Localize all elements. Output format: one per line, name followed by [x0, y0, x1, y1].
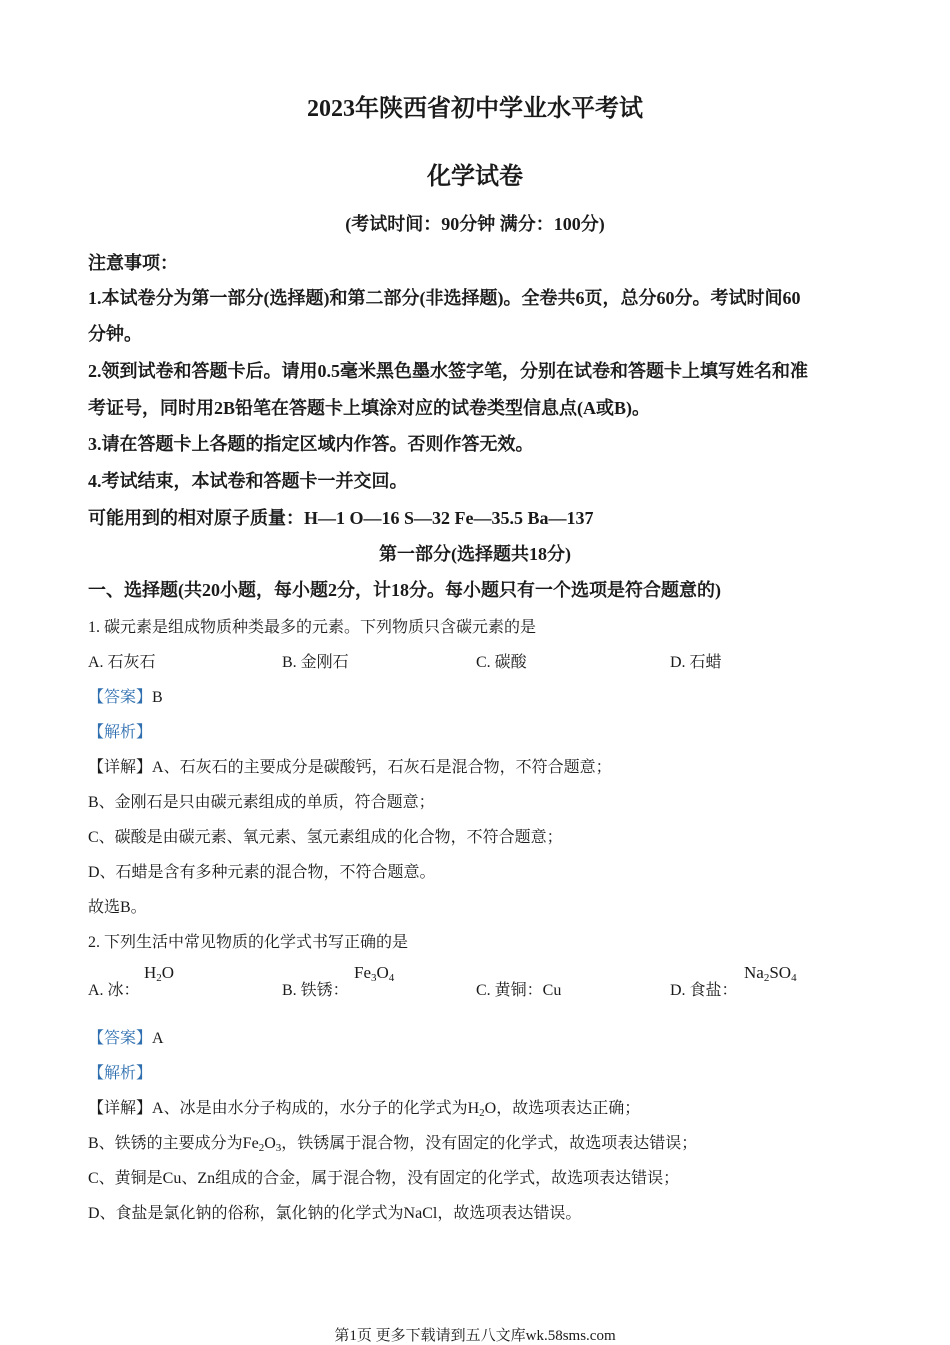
formula-part: SO — [769, 963, 792, 982]
note-3: 3.请在答题卡上各题的指定区域内作答。否则作答无效。 — [88, 434, 534, 454]
q2-option-d-label: D. 食盐： — [670, 982, 738, 999]
formula-part: O — [161, 963, 175, 982]
q2-detail-d: D、食盐是氯化钠的俗称，氯化钠的化学式为NaCl，故选项表达错误。 — [88, 1205, 582, 1222]
q1-detail-b: B、金刚石是只由碳元素组成的单质，符合题意； — [88, 794, 435, 811]
q2-option-a-label: A. 冰： — [88, 982, 140, 999]
q2-stem: 2. 下列生活中常见物质的化学式书写正确的是 — [88, 934, 409, 951]
page-footer: 第1页 更多下载请到五八文库wk.58sms.com — [334, 1328, 616, 1344]
detail-tag: 【详解】 — [88, 1100, 153, 1117]
detail-subscript: 3 — [275, 1142, 282, 1154]
note-2-line-1: 2.领到试卷和答题卡后。请用0.5毫米黑色墨水签字笔，分别在试卷和答题卡上填写姓名和准 — [88, 361, 808, 381]
page-title: 2023年陕西省初中学业水平考试 — [307, 96, 643, 122]
part1-heading: 第一部分(选择题共18分) — [379, 544, 571, 564]
q2-analysis-tag: 【解析】 — [88, 1065, 153, 1082]
q2-detail-a — [88, 1095, 640, 1119]
q1-stem: 1. 碳元素是组成物质种类最多的元素。下列物质只含碳元素的是 — [88, 619, 537, 636]
detail-subscript: 2 — [479, 1107, 485, 1119]
q2-answer — [88, 1025, 164, 1048]
q1-option-b: B. 金刚石 — [282, 654, 349, 671]
q2-detail-b — [88, 1130, 697, 1154]
note-4: 4.考试结束，本试卷和答题卡一并交回。 — [88, 471, 408, 491]
formula-part: H — [144, 963, 157, 982]
q2-formula-b — [354, 963, 394, 984]
detail-text: A、石灰石的主要成分是碳酸钙，石灰石是混合物，不符合题意； — [152, 759, 612, 776]
note-1-line-1: 1.本试卷分为第一部分(选择题)和第二部分(非选择题)。全卷共6页，总分60分。考试时间60 — [88, 288, 801, 308]
notes-heading: 注意事项： — [88, 253, 178, 273]
q1-option-a: A. 石灰石 — [88, 654, 156, 671]
q2-option-b-label: B. 铁锈： — [282, 982, 349, 999]
q2-formula-d — [744, 963, 797, 984]
formula-subscript: 2 — [156, 972, 162, 984]
q1-answer — [88, 684, 163, 707]
q1-option-d: D. 石蜡 — [670, 654, 722, 671]
q2-formula-a — [144, 963, 174, 984]
q1-analysis-tag: 【解析】 — [88, 724, 153, 741]
note-1-line-2: 分钟。 — [88, 324, 142, 344]
formula-subscript: 3 — [371, 972, 377, 984]
formula-subscript: 2 — [763, 972, 770, 984]
detail-text: A、冰是由水分子构成的，水分子的化学式为H — [152, 1100, 480, 1117]
q2-option-c: C. 黄铜：Cu — [476, 982, 562, 999]
answer-tag: 【答案】 — [88, 689, 153, 706]
detail-text: O，故选项表达正确； — [484, 1100, 641, 1117]
note-2-line-2: 考证号，同时用2B铅笔在答题卡上填涂对应的试卷类型信息点(A或B)。 — [88, 398, 650, 418]
atomic-masses: 可能用到的相对原子质量：H—1 O—16 S—32 Fe—35.5 Ba—137 — [88, 508, 594, 528]
q1-conclusion: 故选B。 — [88, 899, 147, 916]
section-heading: 一、选择题(共20小题，每小题2分，计18分。每小题只有一个选项是符合题意的) — [88, 580, 721, 600]
answer-value: B — [152, 689, 163, 706]
detail-text: O — [264, 1135, 276, 1152]
formula-subscript: 4 — [388, 972, 395, 984]
answer-value: A — [152, 1030, 164, 1047]
detail-subscript: 2 — [258, 1142, 265, 1154]
formula-part: Fe — [354, 963, 371, 982]
q1-detail-d: D、石蜡是含有多种元素的混合物，不符合题意。 — [88, 864, 436, 881]
answer-tag: 【答案】 — [88, 1030, 153, 1047]
q1-detail-a — [88, 754, 612, 777]
detail-text: ，铁锈属于混合物，没有固定的化学式，故选项表达错误； — [281, 1135, 698, 1152]
formula-subscript: 4 — [791, 972, 797, 984]
exam-info: (考试时间：90分钟 满分：100分) — [345, 214, 605, 234]
formula-part: O — [376, 963, 389, 982]
formula-part: Na — [744, 963, 764, 982]
detail-tag: 【详解】 — [88, 759, 153, 776]
q1-detail-c: C、碳酸是由碳元素、氧元素、氢元素组成的化合物，不符合题意； — [88, 829, 563, 846]
q1-option-c: C. 碳酸 — [476, 654, 527, 671]
detail-text: B、铁锈的主要成分为Fe — [88, 1135, 259, 1152]
q2-detail-c: C、黄铜是Cu、Zn组成的合金，属于混合物，没有固定的化学式，故选项表达错误； — [88, 1170, 680, 1187]
page-subtitle: 化学试卷 — [427, 164, 523, 190]
